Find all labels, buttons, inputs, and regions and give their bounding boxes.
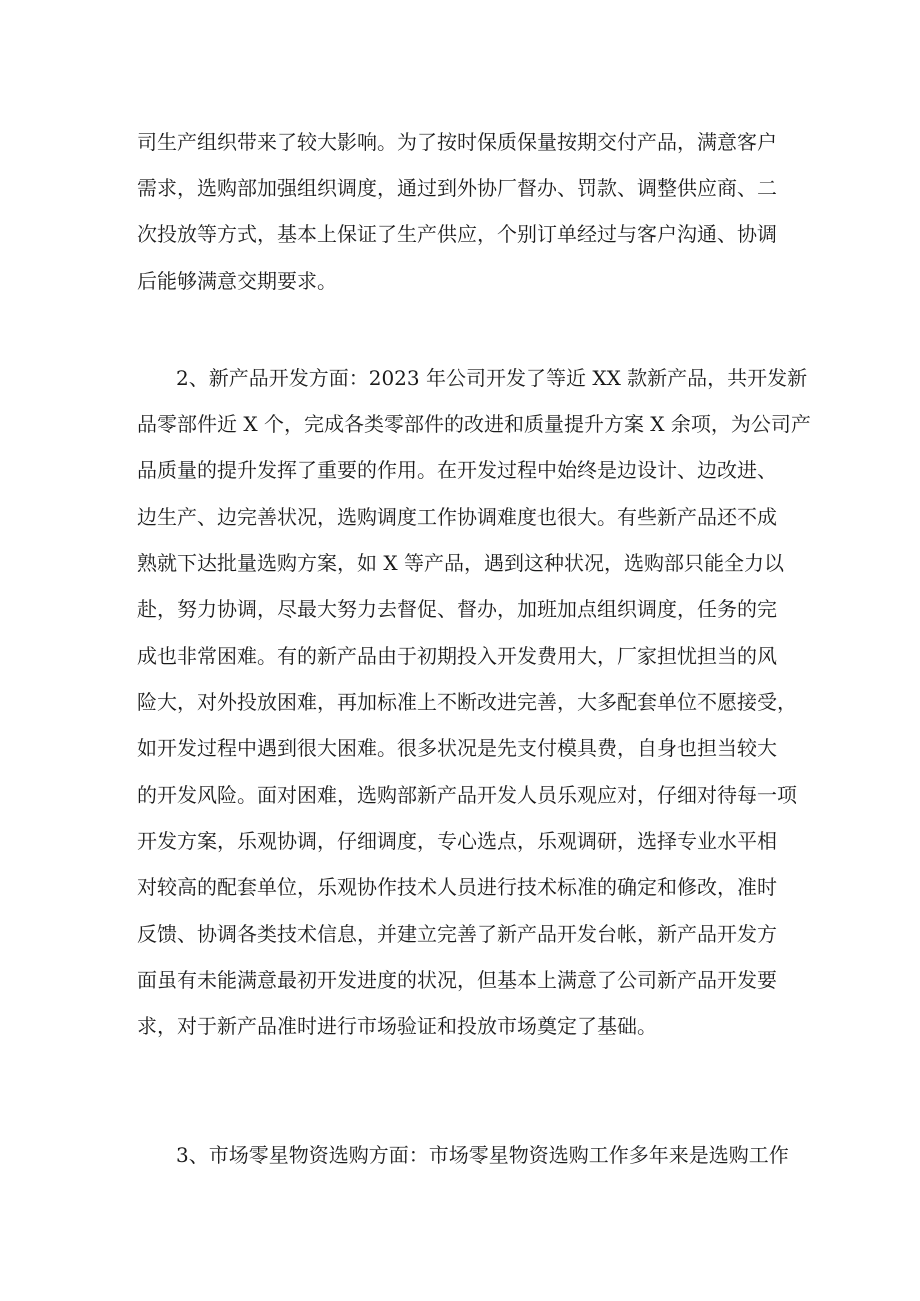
paragraph-line: 司生产组织带来了较大影响。为了按时保质保量按期交付产品，满意客户 (137, 130, 777, 154)
paragraph-line: 3、市场零星物资选购方面：市场零星物资选购工作多年来是选购工作 (176, 1143, 789, 1167)
paragraph-line: 次投放等方式，基本上保证了生产供应，个别订单经过与客户沟通、协调 (137, 222, 777, 246)
paragraph-line: 熟就下达批量选购方案，如 X 等产品，遇到这种状况，选购部只能全力以 (137, 551, 784, 575)
paragraph-line: 反馈、协调各类技术信息，并建立完善了新产品开发台帐，新产品开发方 (137, 922, 777, 946)
paragraph-line: 后能够满意交期要求。 (137, 269, 337, 293)
paragraph-line: 对较高的配套单位，乐观协作技术人员进行技术标准的确定和修改，准时 (137, 875, 777, 899)
paragraph-line: 面虽有未能满意最初开发进度的状况，但基本上满意了公司新产品开发要 (137, 968, 777, 992)
paragraph-line: 赴，努力协调，尽最大努力去督促、督办，加班加点组织调度，任务的完 (137, 597, 777, 621)
paragraph-line: 如开发过程中遇到很大困难。很多状况是先支付模具费，自身也担当较大 (137, 736, 777, 760)
paragraph-line: 开发方案，乐观协调，仔细调度，专心选点，乐观调研，选择专业水平相 (137, 829, 777, 853)
paragraph-line: 边生产、边完善状况，选购调度工作协调难度也很大。有些新产品还不成 (137, 505, 777, 529)
paragraph-line: 品质量的提升发挥了重要的作用。在开发过程中始终是边设计、边改进、 (137, 458, 777, 482)
paragraph-line: 的开发风险。面对困难，选购部新产品开发人员乐观应对，仔细对待每一项 (137, 783, 797, 807)
paragraph-line: 成也非常困难。有的新产品由于初期投入开发费用大，厂家担忧担当的风 (137, 644, 777, 668)
paragraph-line: 求，对于新产品准时进行市场验证和投放市场奠定了基础。 (137, 1014, 657, 1038)
paragraph-line: 险大，对外投放困难，再加标准上不断改进完善，大多配套单位不愿接受， (137, 690, 797, 714)
paragraph-line: 需求，选购部加强组织调度，通过到外协厂督办、罚款、调整供应商、二 (137, 176, 777, 200)
paragraph-line: 2、新产品开发方面：2023 年公司开发了等近 XX 款新产品，共开发新 (176, 366, 808, 390)
paragraph-line: 品零部件近 X 个，完成各类零部件的改进和质量提升方案 X 余项，为公司产 (137, 412, 811, 436)
